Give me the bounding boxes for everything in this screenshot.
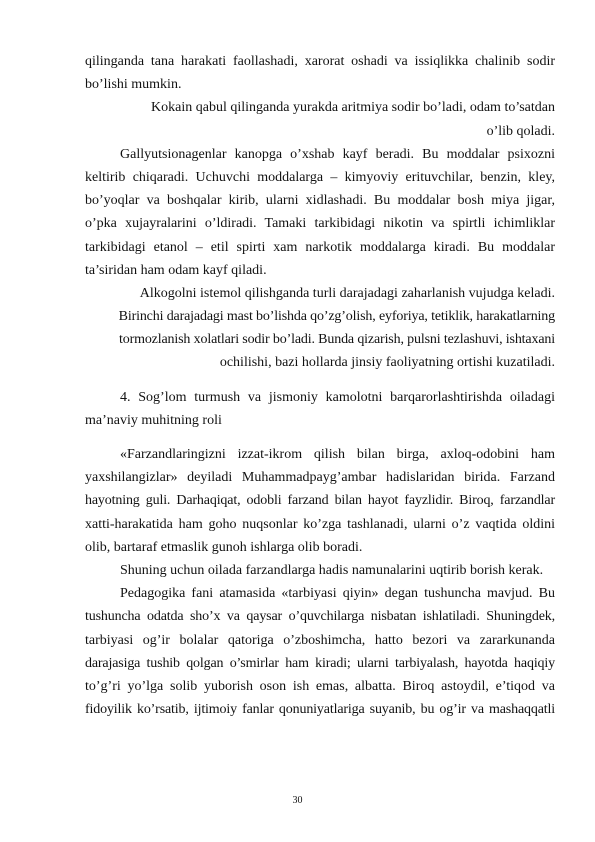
text-line: tarkibidagi etanol – etil spirti xam narkotik moddalarga kiradi. Bu moddalar — [85, 239, 555, 255]
text-line: Pedagogika fani atamasida «tarbiyasi qiyin» degan tushuncha mavjud. Bu — [120, 586, 555, 602]
text-line: to’g’ri yo’lga solib yuborish oson ish emas, albatta. Biroq astoydil, e’tiqod va — [85, 678, 555, 694]
text-line: Birinchi darajadagi mast bo’lishda qo’zg’olish, eyforiya, tetiklik, harakatlarning — [118, 309, 555, 325]
text-line: tarbiyasi og’ir bolalar qatoriga o’zboshimcha, hatto bezori va zararkunanda — [85, 632, 555, 648]
text-line: keltirib chiqaradi. Uchuvchi moddalarga – kimyoviy erituvchilar, benzin, kley, — [85, 169, 555, 185]
text-line: «Farzandlaringizni izzat-ikrom qilish bilan birga, axloq-odobini ham — [120, 447, 555, 462]
text-line: tushuncha odatda sho’x va qaysar o’quvchilarga nisbatan ishlatiladi. Shuningdek, — [85, 609, 555, 625]
text-line: bo’yoqlar va boshqalar kirib, ularni xidlashadi. Bu moddalar bosh miya jigar, — [85, 193, 555, 209]
section-heading: ma’naviy muhitning roli — [85, 412, 222, 428]
text-line: Kokain qabul qilinganda yurakda aritmiya sodir bo’ladi, odam to’satdan — [151, 100, 555, 116]
spacer — [85, 375, 555, 386]
page-number: 30 — [292, 795, 303, 806]
text-line: ta’siridan ham odam kayf qiladi. — [85, 262, 267, 278]
text-line: o’pka xujayralarini o’ldiradi. Tamaki tarkibidagi nikotin va spirtli ichimliklar — [85, 216, 555, 232]
section-heading: 4. Sog’lom turmush va jismoniy kamolotni barqarorlashtirishda oiladagi — [120, 389, 555, 405]
text-line: Alkogolni istemol qilishganda turli darajadagi zaharlanish vujudga keladi. — [139, 285, 555, 301]
text-line: olib, bartaraf etmaslik gunoh ishlarga olib boradi. — [85, 539, 363, 555]
spacer — [85, 432, 555, 443]
text-line: ochilishi, bazi hollarda jinsiy faoliyatning ortishi kuzatiladi. — [219, 355, 555, 371]
document-body — [85, 50, 555, 721]
text-line: o’lib qoladi. — [486, 123, 555, 139]
text-line: fidoyilik ko’rsatib, ijtimoiy fanlar qonuniyatlariga suyanib, bu og’ir va mashaqqatli — [85, 702, 555, 718]
text-line: qilinganda tana harakati faollashadi, xarorat oshadi va issiqlikka chalinib sodir — [85, 54, 555, 69]
text-line: bo’lishi mumkin. — [85, 77, 182, 93]
text-line: tormozlanish xolatlari sodir bo’ladi. Bunda qizarish, pulsni tezlashuvi, ishtaxani — [118, 332, 555, 348]
text-line: hayotning guli. Darhaqiqat, odobli farzand bilan hayot fayzlidir. Biroq, farzandlar — [85, 493, 555, 509]
text-line: Shuning uchun oilada farzandlarga hadis namunalarini uqtirib borish kerak. — [120, 562, 544, 578]
text-line: xatti-harakatida ham goho nuqsonlar ko’zga tashlanadi, ularni o’z vaqtida oldini — [85, 516, 555, 532]
text-line: darajasiga tushib qolgan o’smirlar ham kiradi; ularni tarbiyalash, hayotda haqiqiy — [85, 655, 555, 671]
text-line: yaxshilangizlar» deyiladi Muhammadpayg’ambar hadislaridan birida. Farzand — [85, 470, 555, 486]
text-line: Gallyutsionagenlar kanopga o’xshab kayf beradi. Bu moddalar psixozni — [120, 146, 555, 162]
